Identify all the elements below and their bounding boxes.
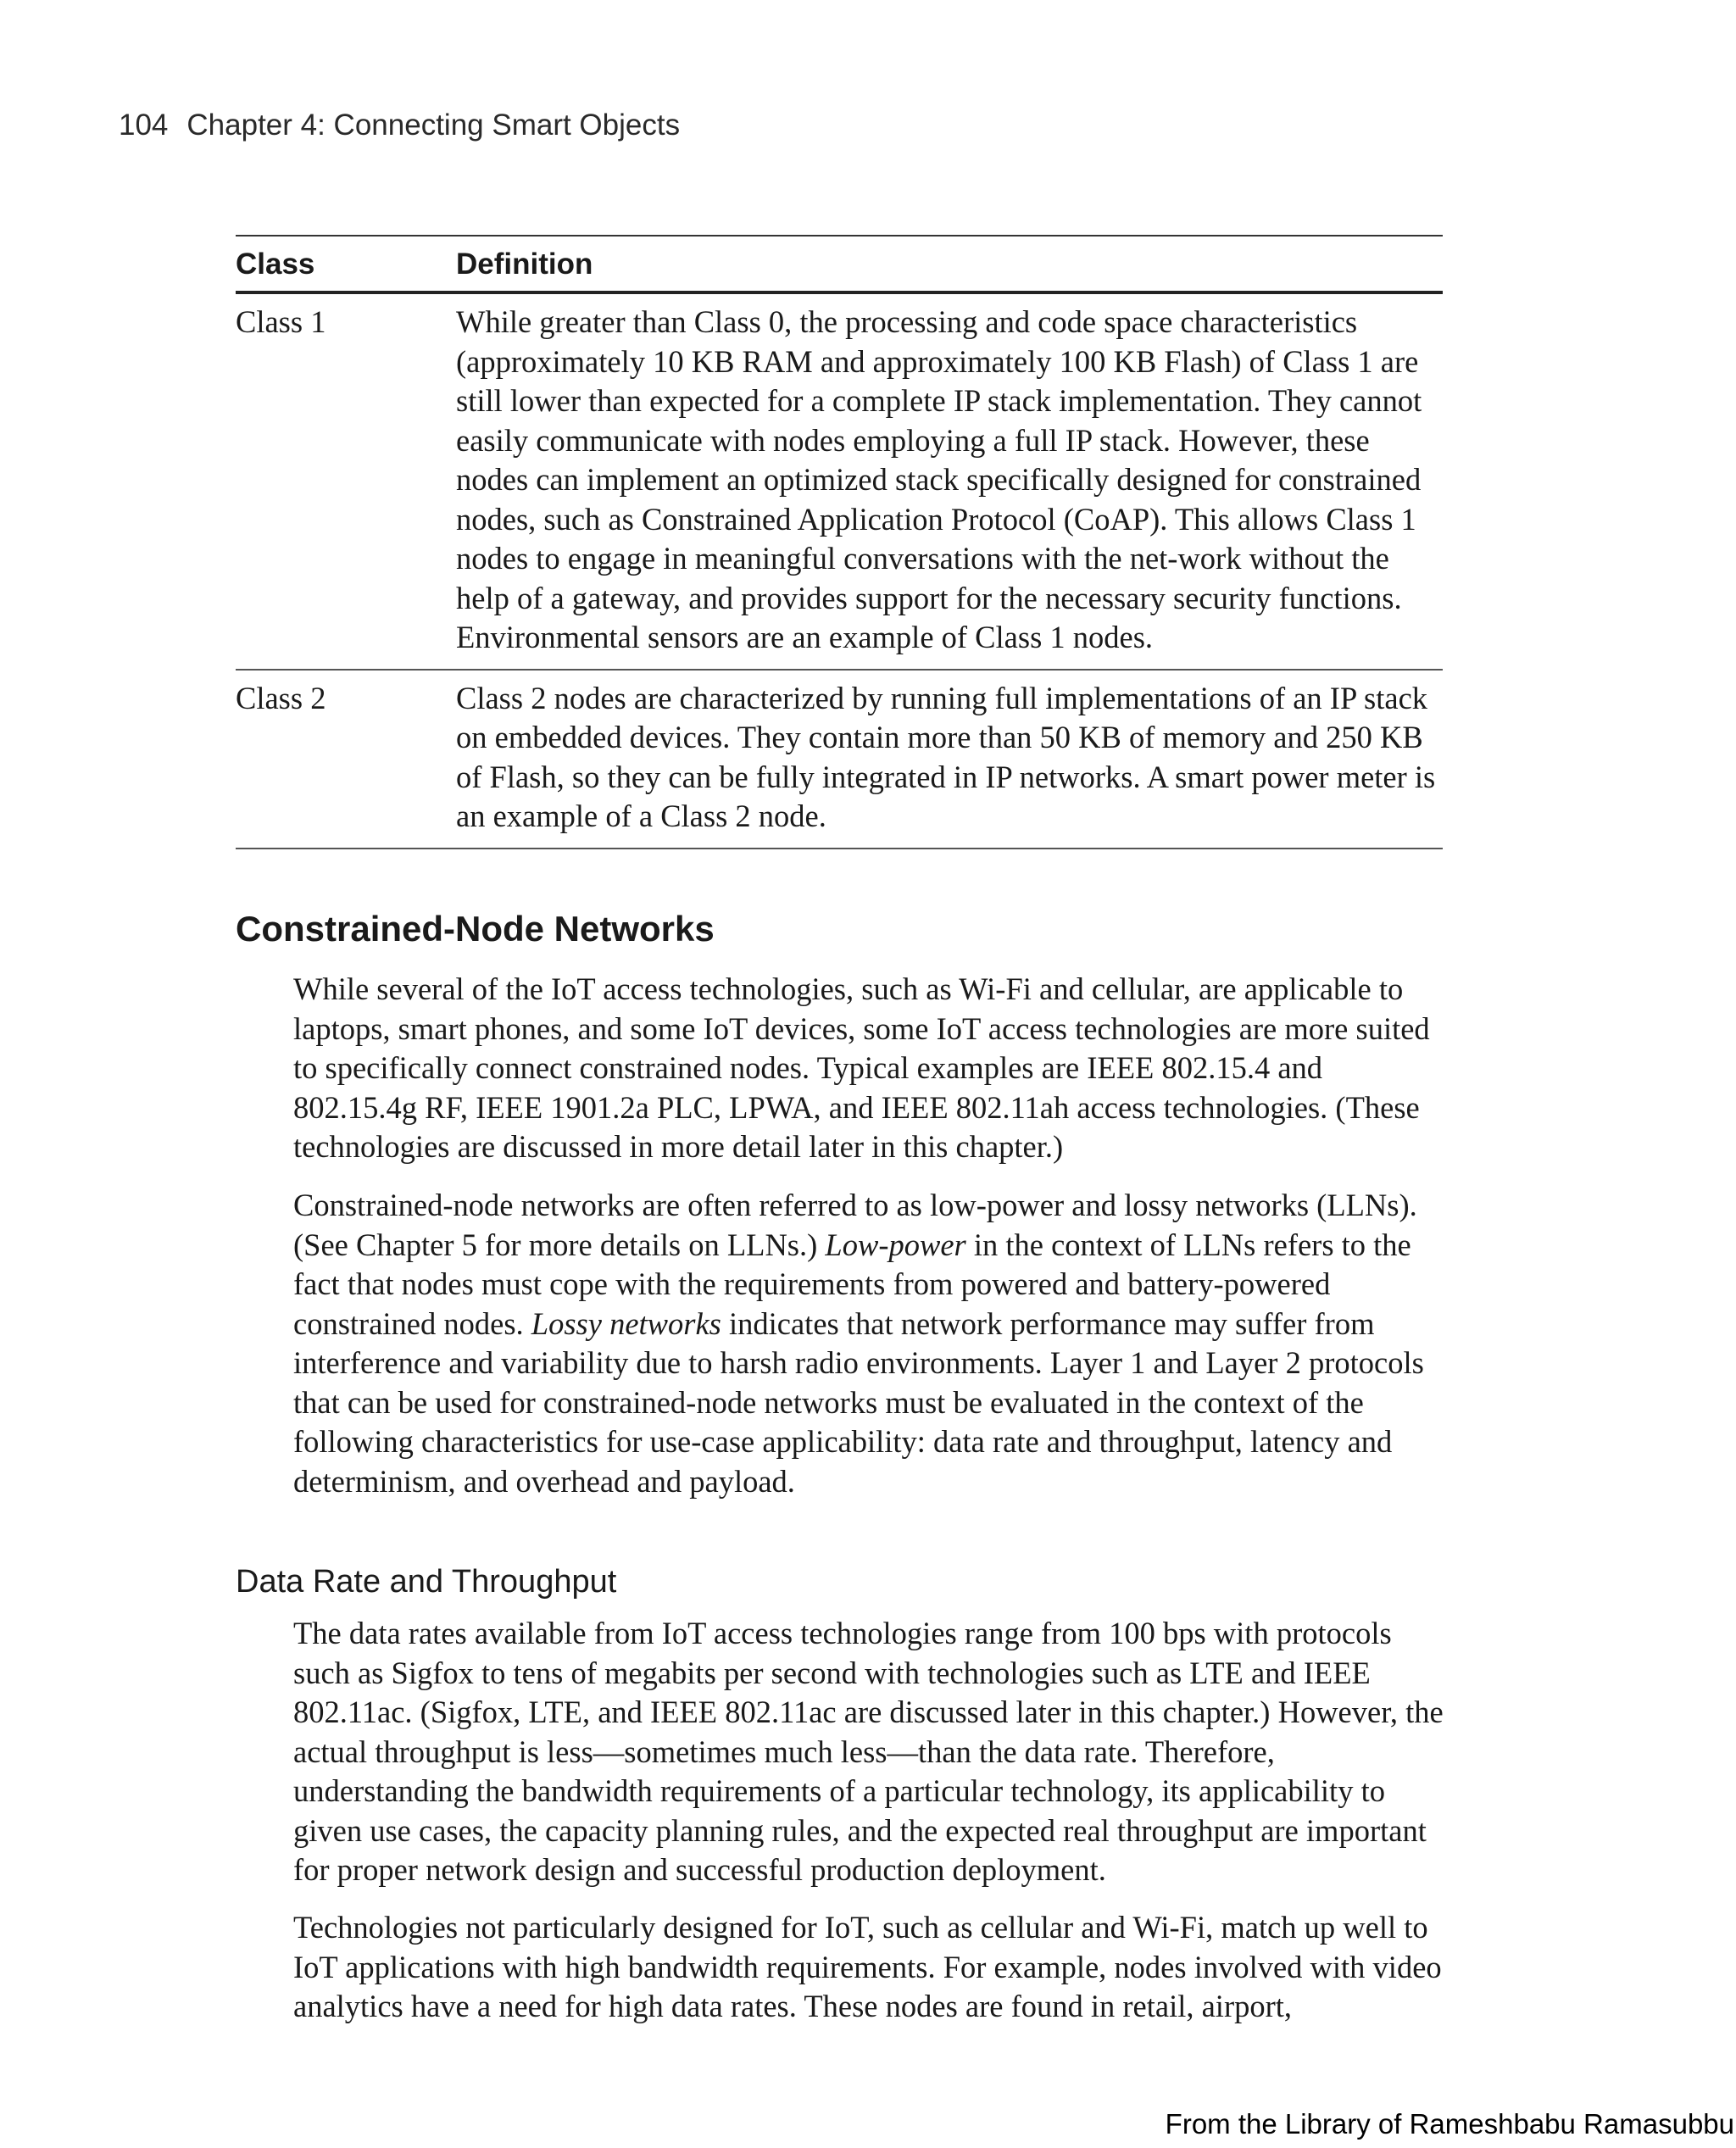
paragraph: While several of the IoT access technologies, such as Wi-Fi and cellular, are applicable to laptops, smart phones, and some IoT devices, some IoT access technologies are more suited to specifically connect constrained nodes. Typical examples are IEEE 802.15.4 and 802.15.4g RF, IEEE 1901.2a PLC, LPWA, and IEEE 802.11ah access technologies. (These technologies are discussed in more detail later in this chapter.) — [293, 971, 1430, 1164]
paragraph — [293, 1186, 1446, 1501]
section-heading-data-rate: Data Rate and Throughput — [236, 1564, 617, 1600]
class-cell: Class 2 — [236, 670, 456, 849]
definition-cell: While greater than Class 0, the processing and code space characteristics (approximately 10 KB RAM and approximately 100 KB Flash) of Class 1 are still lower than expected for a complete IP stack implementation. They cannot easily communicate with nodes employing a full IP stack. However, these nodes can implement an optimized stack specifically designed for constrained nodes, such as Constrained Application Protocol (CoAP). This allows Class 1 nodes to engage in meaningful conversations with the net-work without the help of a gateway, and provides support for the necessary security functions. Environmental sensors are an example of Class 1 nodes. — [456, 292, 1443, 670]
class-definition-table — [236, 235, 1443, 849]
column-header-class: Class — [236, 236, 456, 292]
section-heading-constrained-node-networks: Constrained-Node Networks — [236, 909, 715, 949]
table-row — [236, 292, 1443, 670]
definition-cell: Class 2 nodes are characterized by running full implementations of an IP stack on embedded devices. They contain more than 50 KB of memory and 250 KB of Flash, so they can be fully integrated in IP networks. A smart power meter is an example of a Class 2 node. — [456, 670, 1443, 849]
paragraph: Technologies not particularly designed for IoT, such as cellular and Wi-Fi, match up well to IoT applications with high bandwidth requirements. For example, nodes involved with video analytics have a need for high data rates. These nodes are found in retail, airport, — [293, 1910, 1442, 2023]
table-row — [236, 670, 1443, 849]
library-footer: From the Library of Rameshbabu Ramasubbu — [1165, 2108, 1734, 2140]
emphasis-term: Lossy networks — [531, 1305, 721, 1341]
running-header — [119, 109, 680, 142]
emphasis-term: Low-power — [825, 1227, 966, 1262]
page-number: 104 — [119, 109, 169, 142]
paragraph-text: in the context of LLNs refers to the fact that nodes must cope with the requirements from powered and battery-powered constrained nodes. — [293, 1227, 1411, 1341]
column-header-definition: Definition — [456, 236, 1443, 292]
chapter-title: Chapter 4: Connecting Smart Objects — [186, 109, 681, 142]
paragraph: The data rates available from IoT access technologies range from 100 bps with protocols such as Sigfox to tens of megabits per second with technologies such as LTE and IEEE 802.11ac. (Sigfox, LTE, and IEEE 802.11ac are discussed later in this chapter.) However, the actual throughput is less—sometimes much less—than the data rate. Therefore, understanding the bandwidth requirements of a particular technology, its applicability to given use cases, the capacity planning rules, and the expected real throughput are important for proper network design and successful production deployment. — [293, 1616, 1444, 1887]
paragraph-text: indicates that network performance may suffer from interference and variability due to harsh radio environments. Layer 1 and Layer 2 protocols that can be used for constrained-node networks must be evaluated in the context of the following characteristics for use-case applicability: data rate and throughput, latency and determinism, and overhead and payload. — [293, 1305, 1424, 1499]
paragraph-text: Constrained-node networks are often referred to as low-power and lossy networks (LLNs). (See Chapter 5 for more details on LLNs.) — [293, 1188, 1417, 1262]
table-header-row — [236, 236, 1443, 292]
class-cell: Class 1 — [236, 292, 456, 670]
